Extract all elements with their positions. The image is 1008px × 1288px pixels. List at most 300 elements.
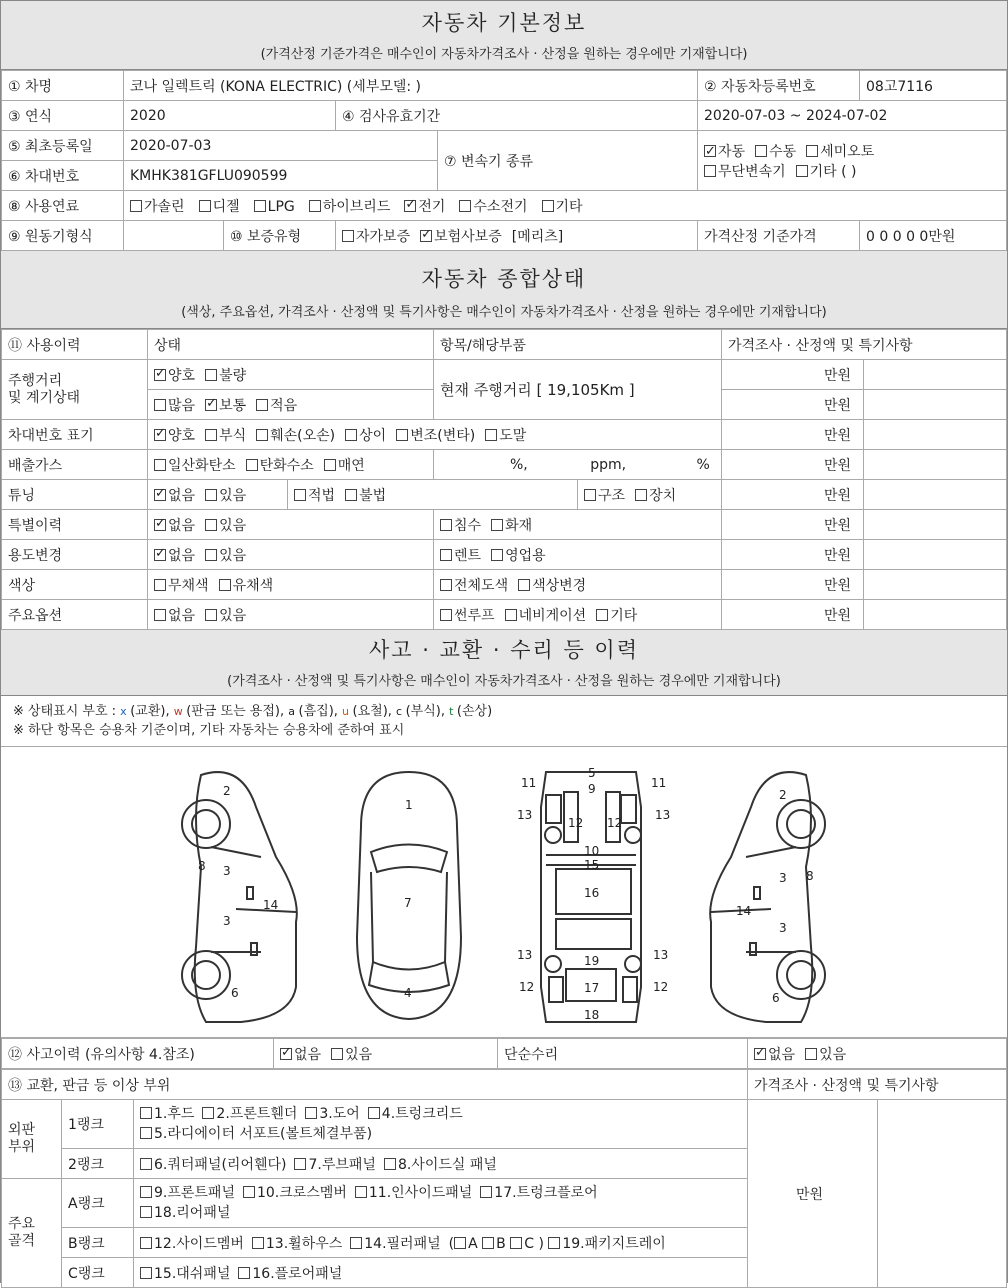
- option-양호[interactable]: [154, 368, 195, 384]
- status-symbol-legend: ※ 상태표시 부호 : x (교환), w (판금 또는 용접), a (흠집), u (요철), c (부식), t (손상): [13, 704, 493, 719]
- checkbox[interactable]: [355, 1186, 367, 1198]
- option-16.플로어패널[interactable]: [238, 1266, 342, 1282]
- option-label: 보험사보증: [434, 228, 502, 245]
- option-매연[interactable]: [324, 458, 365, 474]
- tuning-legal-options: [288, 480, 578, 510]
- option-6.쿼터패널(리어휀다)[interactable]: [140, 1157, 286, 1173]
- option-네비게이션[interactable]: [505, 608, 587, 624]
- option-label: 렌트: [454, 547, 482, 564]
- legend-label: (요철),: [352, 704, 397, 719]
- main-option-note: [864, 600, 1007, 630]
- checkbox[interactable]: [440, 579, 452, 591]
- svg-text:3: 3: [223, 914, 231, 928]
- svg-text:2: 2: [223, 784, 231, 798]
- option-label: 19.패키지트레이: [562, 1235, 666, 1252]
- checkbox[interactable]: [140, 1186, 152, 1198]
- price-label: 가격산정 기준가격: [698, 221, 860, 251]
- accident-subtitle: (가격조사 · 산정액 및 특기사항은 매수인이 자동차가격조사 · 산정을 원하는 경우에만 기재합니다): [227, 674, 781, 689]
- first-reg-label: ⑤ 최초등록일: [2, 131, 124, 161]
- checkbox[interactable]: [420, 230, 432, 242]
- option-있음[interactable]: [205, 548, 246, 564]
- parts-price-label: 가격조사 · 산정액 및 특기사항: [748, 1070, 1007, 1100]
- checkbox[interactable]: [256, 429, 268, 441]
- checkbox[interactable]: [154, 579, 166, 591]
- checkbox[interactable]: [396, 429, 408, 441]
- state-header: 상태: [148, 330, 434, 360]
- status-title: 자동차 종합상태: [421, 267, 587, 291]
- svg-text:3: 3: [223, 864, 231, 878]
- checkbox[interactable]: [505, 609, 517, 621]
- year-value: 2020: [124, 101, 336, 131]
- accident-history-label: ⑫ 사고이력 (유의사항 4.참조): [2, 1039, 274, 1069]
- svg-text:2: 2: [779, 788, 787, 802]
- checkbox[interactable]: [243, 1186, 255, 1198]
- option-label: 전기: [418, 198, 446, 215]
- option-label: 불법: [359, 487, 387, 504]
- checkbox[interactable]: [280, 1048, 292, 1060]
- svg-text:12: 12: [568, 816, 584, 830]
- checkbox[interactable]: [154, 609, 166, 621]
- option-label: 없음: [168, 517, 196, 534]
- option-label: 일산화탄소: [168, 457, 236, 474]
- checkbox[interactable]: [256, 399, 268, 411]
- engine-label: ⑨ 원동기형식: [2, 221, 124, 251]
- year-label: ③ 연식: [2, 101, 124, 131]
- tuning-note: [864, 480, 1007, 510]
- option-9.프론트패널[interactable]: [140, 1185, 235, 1201]
- checkbox[interactable]: [584, 489, 596, 501]
- checkbox[interactable]: [342, 230, 354, 242]
- usage-history-header: ⑪ 사용이력: [2, 330, 148, 360]
- option-없음[interactable]: [754, 1047, 795, 1063]
- checkbox[interactable]: [596, 609, 608, 621]
- accident-header: [1, 630, 1007, 696]
- svg-text:14: 14: [736, 904, 752, 918]
- odometer-note-2: [864, 390, 1007, 420]
- emission-price: 만원: [722, 450, 864, 480]
- checkbox[interactable]: [754, 1048, 766, 1060]
- option-없음[interactable]: [154, 488, 195, 504]
- svg-text:6: 6: [772, 991, 780, 1005]
- option-label: 없음: [168, 607, 196, 624]
- color-price: 만원: [722, 570, 864, 600]
- svg-text:18: 18: [584, 1008, 600, 1022]
- checkbox[interactable]: [796, 165, 808, 177]
- vin-label: ⑥ 차대번호: [2, 161, 124, 191]
- checkbox[interactable]: [704, 165, 716, 177]
- option-11.인사이드패널[interactable]: [355, 1185, 472, 1201]
- checkbox[interactable]: [548, 1237, 560, 1249]
- status-subtitle: (색상, 주요옵션, 가격조사 · 산정액 및 특기사항은 매수인이 자동차가격조사 · 산정을 원하는 경우에만 기재합니다): [181, 305, 827, 320]
- checkbox[interactable]: [238, 1267, 250, 1279]
- option-label: 15.대쉬패널: [154, 1265, 231, 1282]
- simple-repair-options: [748, 1039, 1007, 1069]
- option-도말[interactable]: [485, 428, 526, 444]
- option-7.루브패널[interactable]: [294, 1157, 375, 1173]
- checkbox[interactable]: [154, 549, 166, 561]
- option-없음[interactable]: [154, 608, 195, 624]
- checkbox[interactable]: [154, 489, 166, 501]
- special-history-price: 만원: [722, 510, 864, 540]
- option-label: 변조(변타): [410, 427, 476, 444]
- checkbox[interactable]: [331, 1048, 343, 1060]
- checkbox[interactable]: [345, 429, 357, 441]
- option-label: LPG: [267, 198, 295, 215]
- checkbox[interactable]: [140, 1206, 152, 1218]
- option-있음[interactable]: [805, 1047, 846, 1063]
- option-label: 썬루프: [454, 607, 495, 624]
- svg-text:10: 10: [584, 844, 600, 858]
- pillar-checkbox[interactable]: [510, 1237, 522, 1249]
- option-없음[interactable]: [154, 548, 195, 564]
- checkbox[interactable]: [154, 369, 166, 381]
- checkbox[interactable]: [205, 609, 217, 621]
- odometer-options-2: [148, 390, 434, 420]
- warranty-options: [336, 221, 698, 251]
- option-label: 6.쿼터패널(리어휀다): [154, 1156, 287, 1173]
- option-label: 없음: [168, 547, 196, 564]
- checkbox[interactable]: [199, 200, 211, 212]
- option-구조[interactable]: [584, 488, 625, 504]
- option-label: 17.트렁크플로어: [494, 1185, 598, 1201]
- legend-label: (흠집),: [298, 704, 343, 719]
- option-label: 구조: [598, 487, 626, 504]
- fuel-options: [124, 191, 1007, 221]
- option-label: 적법: [308, 487, 336, 504]
- checkbox[interactable]: [205, 519, 217, 531]
- option-수소전기[interactable]: [459, 199, 527, 215]
- svg-text:15: 15: [584, 858, 600, 872]
- option-적법[interactable]: [294, 488, 335, 504]
- option-label: 7.루브패널: [308, 1156, 376, 1173]
- main-option-options: [148, 600, 434, 630]
- car-left-side-view: [182, 772, 297, 1022]
- option-렌트[interactable]: [440, 548, 481, 564]
- option-14.필러패널[interactable]: [350, 1236, 440, 1252]
- odometer-options-1: [148, 360, 434, 390]
- rankC-label: C랭크: [62, 1258, 134, 1288]
- tuning-price: 만원: [722, 480, 864, 510]
- option-13.휠하우스[interactable]: [252, 1236, 342, 1252]
- checkbox[interactable]: [440, 609, 452, 621]
- tuning-label: 튜닝: [2, 480, 148, 510]
- checkbox[interactable]: [252, 1237, 264, 1249]
- option-없음[interactable]: [154, 518, 195, 534]
- emission-note: [864, 450, 1007, 480]
- car-name-value: 코나 일렉트릭 (KONA ELECTRIC) (세부모델: ): [124, 71, 698, 101]
- parts-note: [878, 1100, 1007, 1288]
- option-label: 네비게이션: [518, 607, 587, 624]
- option-부식[interactable]: [205, 428, 246, 444]
- usage-change-options: [148, 540, 434, 570]
- checkbox[interactable]: [140, 1237, 152, 1249]
- checkbox[interactable]: [140, 1127, 152, 1139]
- option-3.도어[interactable]: [305, 1106, 359, 1122]
- option-label: 12.사이드멤버: [154, 1235, 244, 1252]
- checkbox[interactable]: [254, 200, 266, 212]
- option-적음[interactable]: [256, 398, 297, 414]
- option-화재[interactable]: [491, 518, 532, 534]
- main-frame-label: 주요 골격: [2, 1179, 62, 1288]
- rank2-label: 2랭크: [62, 1149, 134, 1179]
- option-자가보증[interactable]: [342, 229, 410, 245]
- checkbox[interactable]: [491, 549, 503, 561]
- reg-no-label: ② 자동차등록번호: [698, 71, 860, 101]
- legend-symbol: c: [396, 705, 406, 718]
- usage-change-price: 만원: [722, 540, 864, 570]
- checkbox[interactable]: [440, 519, 452, 531]
- checkbox[interactable]: [205, 429, 217, 441]
- checkbox[interactable]: [368, 1107, 380, 1119]
- option-label: 훼손(오손): [270, 427, 336, 444]
- option-무단변속기[interactable]: [704, 164, 786, 180]
- checkbox[interactable]: [205, 489, 217, 501]
- svg-text:16: 16: [584, 886, 600, 900]
- option-label: 유채색: [232, 577, 274, 594]
- option-탄화수소[interactable]: [246, 458, 314, 474]
- option-전체도색[interactable]: [440, 578, 508, 594]
- checkbox[interactable]: [154, 429, 166, 441]
- option-전기[interactable]: [404, 199, 445, 215]
- checkbox[interactable]: [219, 579, 231, 591]
- option-label: 13.휠하우스: [265, 1235, 343, 1252]
- option-장치[interactable]: [635, 488, 676, 504]
- option-훼손(오손)[interactable]: [256, 428, 335, 444]
- option-기타-(-)[interactable]: [796, 164, 857, 180]
- option-자동[interactable]: [704, 144, 745, 160]
- color-change-options: [434, 570, 722, 600]
- checkbox[interactable]: [491, 519, 503, 531]
- option-침수[interactable]: [440, 518, 481, 534]
- option-label: 9.프론트패널: [154, 1185, 235, 1201]
- option-label: 기타 ( ): [809, 163, 857, 180]
- option-label: 있음: [219, 487, 247, 504]
- option-label: 있음: [819, 1046, 847, 1063]
- option-label: 무채색: [168, 577, 209, 594]
- option-4.트렁크리드[interactable]: [368, 1106, 463, 1122]
- option-기타[interactable]: [542, 199, 583, 215]
- special-history-note: [864, 510, 1007, 540]
- option-18.리어패널[interactable]: [140, 1205, 230, 1221]
- option-label: 도말: [499, 427, 527, 444]
- option-썬루프[interactable]: [440, 608, 495, 624]
- option-label: 상이: [359, 427, 387, 444]
- option-label: 10.크로스멤버: [256, 1185, 347, 1201]
- option-10.크로스멤버[interactable]: [243, 1185, 347, 1201]
- checkbox[interactable]: [404, 200, 416, 212]
- option-label: 없음: [294, 1046, 322, 1063]
- tuning-type-options: [578, 480, 722, 510]
- odometer-note-1: [864, 360, 1007, 390]
- checkbox[interactable]: [755, 145, 767, 157]
- option-세미오토[interactable]: [806, 144, 874, 160]
- checkbox[interactable]: [324, 459, 336, 471]
- svg-text:11: 11: [651, 776, 667, 790]
- legend-label: (교환),: [130, 704, 174, 719]
- option-하이브리드[interactable]: [309, 199, 391, 215]
- option-2.프론트휀더[interactable]: [202, 1106, 297, 1122]
- checkbox[interactable]: [205, 399, 217, 411]
- warranty-label: ⑩ 보증유형: [224, 221, 336, 251]
- legend-symbol: w: [173, 705, 187, 718]
- option-있음[interactable]: [331, 1047, 372, 1063]
- option-label: 장치: [649, 487, 677, 504]
- vin-mark-options: [148, 420, 722, 450]
- legend-symbol: u: [342, 705, 353, 718]
- checkbox[interactable]: [294, 1158, 306, 1170]
- option-15.대쉬패널[interactable]: [140, 1266, 230, 1282]
- checkbox[interactable]: [480, 1186, 492, 1198]
- passenger-car-note: ※ 하단 항목은 승용차 기준이며, 기타 자동차는 승용차에 준하여 표시: [13, 723, 405, 738]
- usage-change-label: 용도변경: [2, 540, 148, 570]
- checkbox[interactable]: [140, 1267, 152, 1279]
- option-1.후드[interactable]: [140, 1106, 194, 1122]
- status-table: [1, 329, 1007, 630]
- option-불량[interactable]: [205, 368, 246, 384]
- option-label: 3.도어: [319, 1106, 360, 1122]
- checkbox[interactable]: [294, 489, 306, 501]
- checkbox[interactable]: [305, 1107, 317, 1119]
- legend-symbol: t: [449, 705, 457, 718]
- accident-title: 사고 · 교환 · 수리 등 이력: [369, 638, 639, 662]
- checkbox[interactable]: [440, 549, 452, 561]
- option-label: 있음: [219, 517, 247, 534]
- option-label: 전체도색: [454, 577, 509, 594]
- pillar-label: A: [468, 1235, 483, 1252]
- basic-info-subtitle: (가격산정 기준가격은 매수인이 자동차가격조사 · 산정을 원하는 경우에만 기재합니다): [260, 47, 748, 62]
- option-5.라디에이터-서포트(볼트체결부품)[interactable]: [140, 1126, 372, 1142]
- basic-info-header: [1, 0, 1007, 70]
- option-label: 불량: [219, 367, 247, 384]
- option-보통[interactable]: [205, 398, 246, 414]
- checkbox[interactable]: [154, 519, 166, 531]
- inspection-value: 2020-07-03 ~ 2024-07-02: [698, 101, 1007, 131]
- tuning-options: [148, 480, 288, 510]
- special-history-label: 특별이력: [2, 510, 148, 540]
- option-label: 수소전기: [473, 198, 528, 215]
- rankB-label: B랭크: [62, 1228, 134, 1258]
- option-없음[interactable]: [280, 1047, 321, 1063]
- pillar-label: C: [524, 1235, 539, 1252]
- checkbox[interactable]: [345, 489, 357, 501]
- checkbox[interactable]: [140, 1158, 152, 1170]
- reg-no-value: 08고7116: [860, 71, 1007, 101]
- option-무채색[interactable]: [154, 578, 209, 594]
- option-색상변경[interactable]: [518, 578, 586, 594]
- option-불법[interactable]: [345, 488, 386, 504]
- accident-history-table: [1, 1038, 1007, 1069]
- option-label: 부식: [219, 427, 247, 444]
- option-있음[interactable]: [205, 488, 246, 504]
- checkbox[interactable]: [459, 200, 471, 212]
- vin-mark-price: 만원: [722, 420, 864, 450]
- rankA-items: [134, 1179, 748, 1228]
- diagram-part-numbers: [198, 766, 814, 1022]
- svg-text:12: 12: [519, 980, 535, 994]
- option-상이[interactable]: [345, 428, 386, 444]
- option-양호[interactable]: [154, 428, 195, 444]
- pillar-checkbox[interactable]: [454, 1237, 466, 1249]
- svg-text:17: 17: [584, 981, 600, 995]
- option-가솔린[interactable]: [130, 199, 185, 215]
- option-17.트렁크플로어[interactable]: [480, 1185, 597, 1201]
- svg-text:7: 7: [404, 896, 412, 910]
- option-label: 11.인사이드패널: [368, 1185, 473, 1201]
- option-디젤[interactable]: [199, 199, 240, 215]
- checkbox[interactable]: [635, 489, 647, 501]
- emission-units: %, ppm, %: [434, 450, 722, 480]
- checkbox[interactable]: [140, 1107, 152, 1119]
- option-label: 가솔린: [144, 198, 185, 215]
- svg-text:5: 5: [588, 766, 596, 780]
- svg-text:3: 3: [779, 871, 787, 885]
- checkbox[interactable]: [350, 1237, 362, 1249]
- option-label: 매연: [337, 457, 365, 474]
- parts-table: [1, 1069, 1007, 1288]
- option-영업용[interactable]: [491, 548, 546, 564]
- option-label: 하이브리드: [322, 198, 391, 215]
- checkbox[interactable]: [205, 369, 217, 381]
- checkbox[interactable]: [202, 1107, 214, 1119]
- checkbox[interactable]: [205, 549, 217, 561]
- svg-text:8: 8: [198, 859, 206, 873]
- rankA-label: A랭크: [62, 1179, 134, 1228]
- option-기타[interactable]: [596, 608, 637, 624]
- checkbox[interactable]: [309, 200, 321, 212]
- vin-mark-note: [864, 420, 1007, 450]
- svg-text:4: 4: [404, 986, 412, 1000]
- checkbox[interactable]: [806, 145, 818, 157]
- checkbox[interactable]: [542, 200, 554, 212]
- option-label: 많음: [168, 397, 196, 414]
- option-label: 있음: [345, 1046, 373, 1063]
- option-변조(변타)[interactable]: [396, 428, 475, 444]
- rank1-items: [134, 1100, 748, 1149]
- pillar-checkbox[interactable]: [482, 1237, 494, 1249]
- main-option-items: [434, 600, 722, 630]
- checkbox[interactable]: [704, 145, 716, 157]
- checkbox[interactable]: [154, 459, 166, 471]
- option-있음[interactable]: [205, 518, 246, 534]
- svg-text:19: 19: [584, 954, 600, 968]
- option-많음[interactable]: [154, 398, 195, 414]
- option-label: 양호: [168, 367, 196, 384]
- option-수동[interactable]: [755, 144, 796, 160]
- car-right-side-view: [710, 772, 825, 1022]
- option-label: 영업용: [505, 547, 546, 564]
- option-보험사보증[interactable]: [420, 229, 502, 245]
- checkbox[interactable]: [518, 579, 530, 591]
- option-유채색[interactable]: [219, 578, 274, 594]
- checkbox[interactable]: [485, 429, 497, 441]
- checkbox[interactable]: [130, 200, 142, 212]
- option-12.사이드멤버[interactable]: [140, 1236, 244, 1252]
- checkbox[interactable]: [154, 399, 166, 411]
- option-LPG[interactable]: [254, 199, 295, 215]
- svg-text:13: 13: [653, 948, 669, 962]
- pillar-label: B: [496, 1235, 511, 1252]
- option-있음[interactable]: [205, 608, 246, 624]
- checkbox[interactable]: [246, 459, 258, 471]
- option-일산화탄소[interactable]: [154, 458, 236, 474]
- item-header: 항목/해당부품: [434, 330, 722, 360]
- legend-label: (판금 또는 용접),: [186, 704, 289, 719]
- option-label: 있음: [219, 607, 247, 624]
- checkbox[interactable]: [805, 1048, 817, 1060]
- option-8.사이드실-패널[interactable]: [384, 1157, 497, 1173]
- checkbox[interactable]: [384, 1158, 396, 1170]
- odometer-label: 주행거리 및 계기상태: [2, 360, 148, 420]
